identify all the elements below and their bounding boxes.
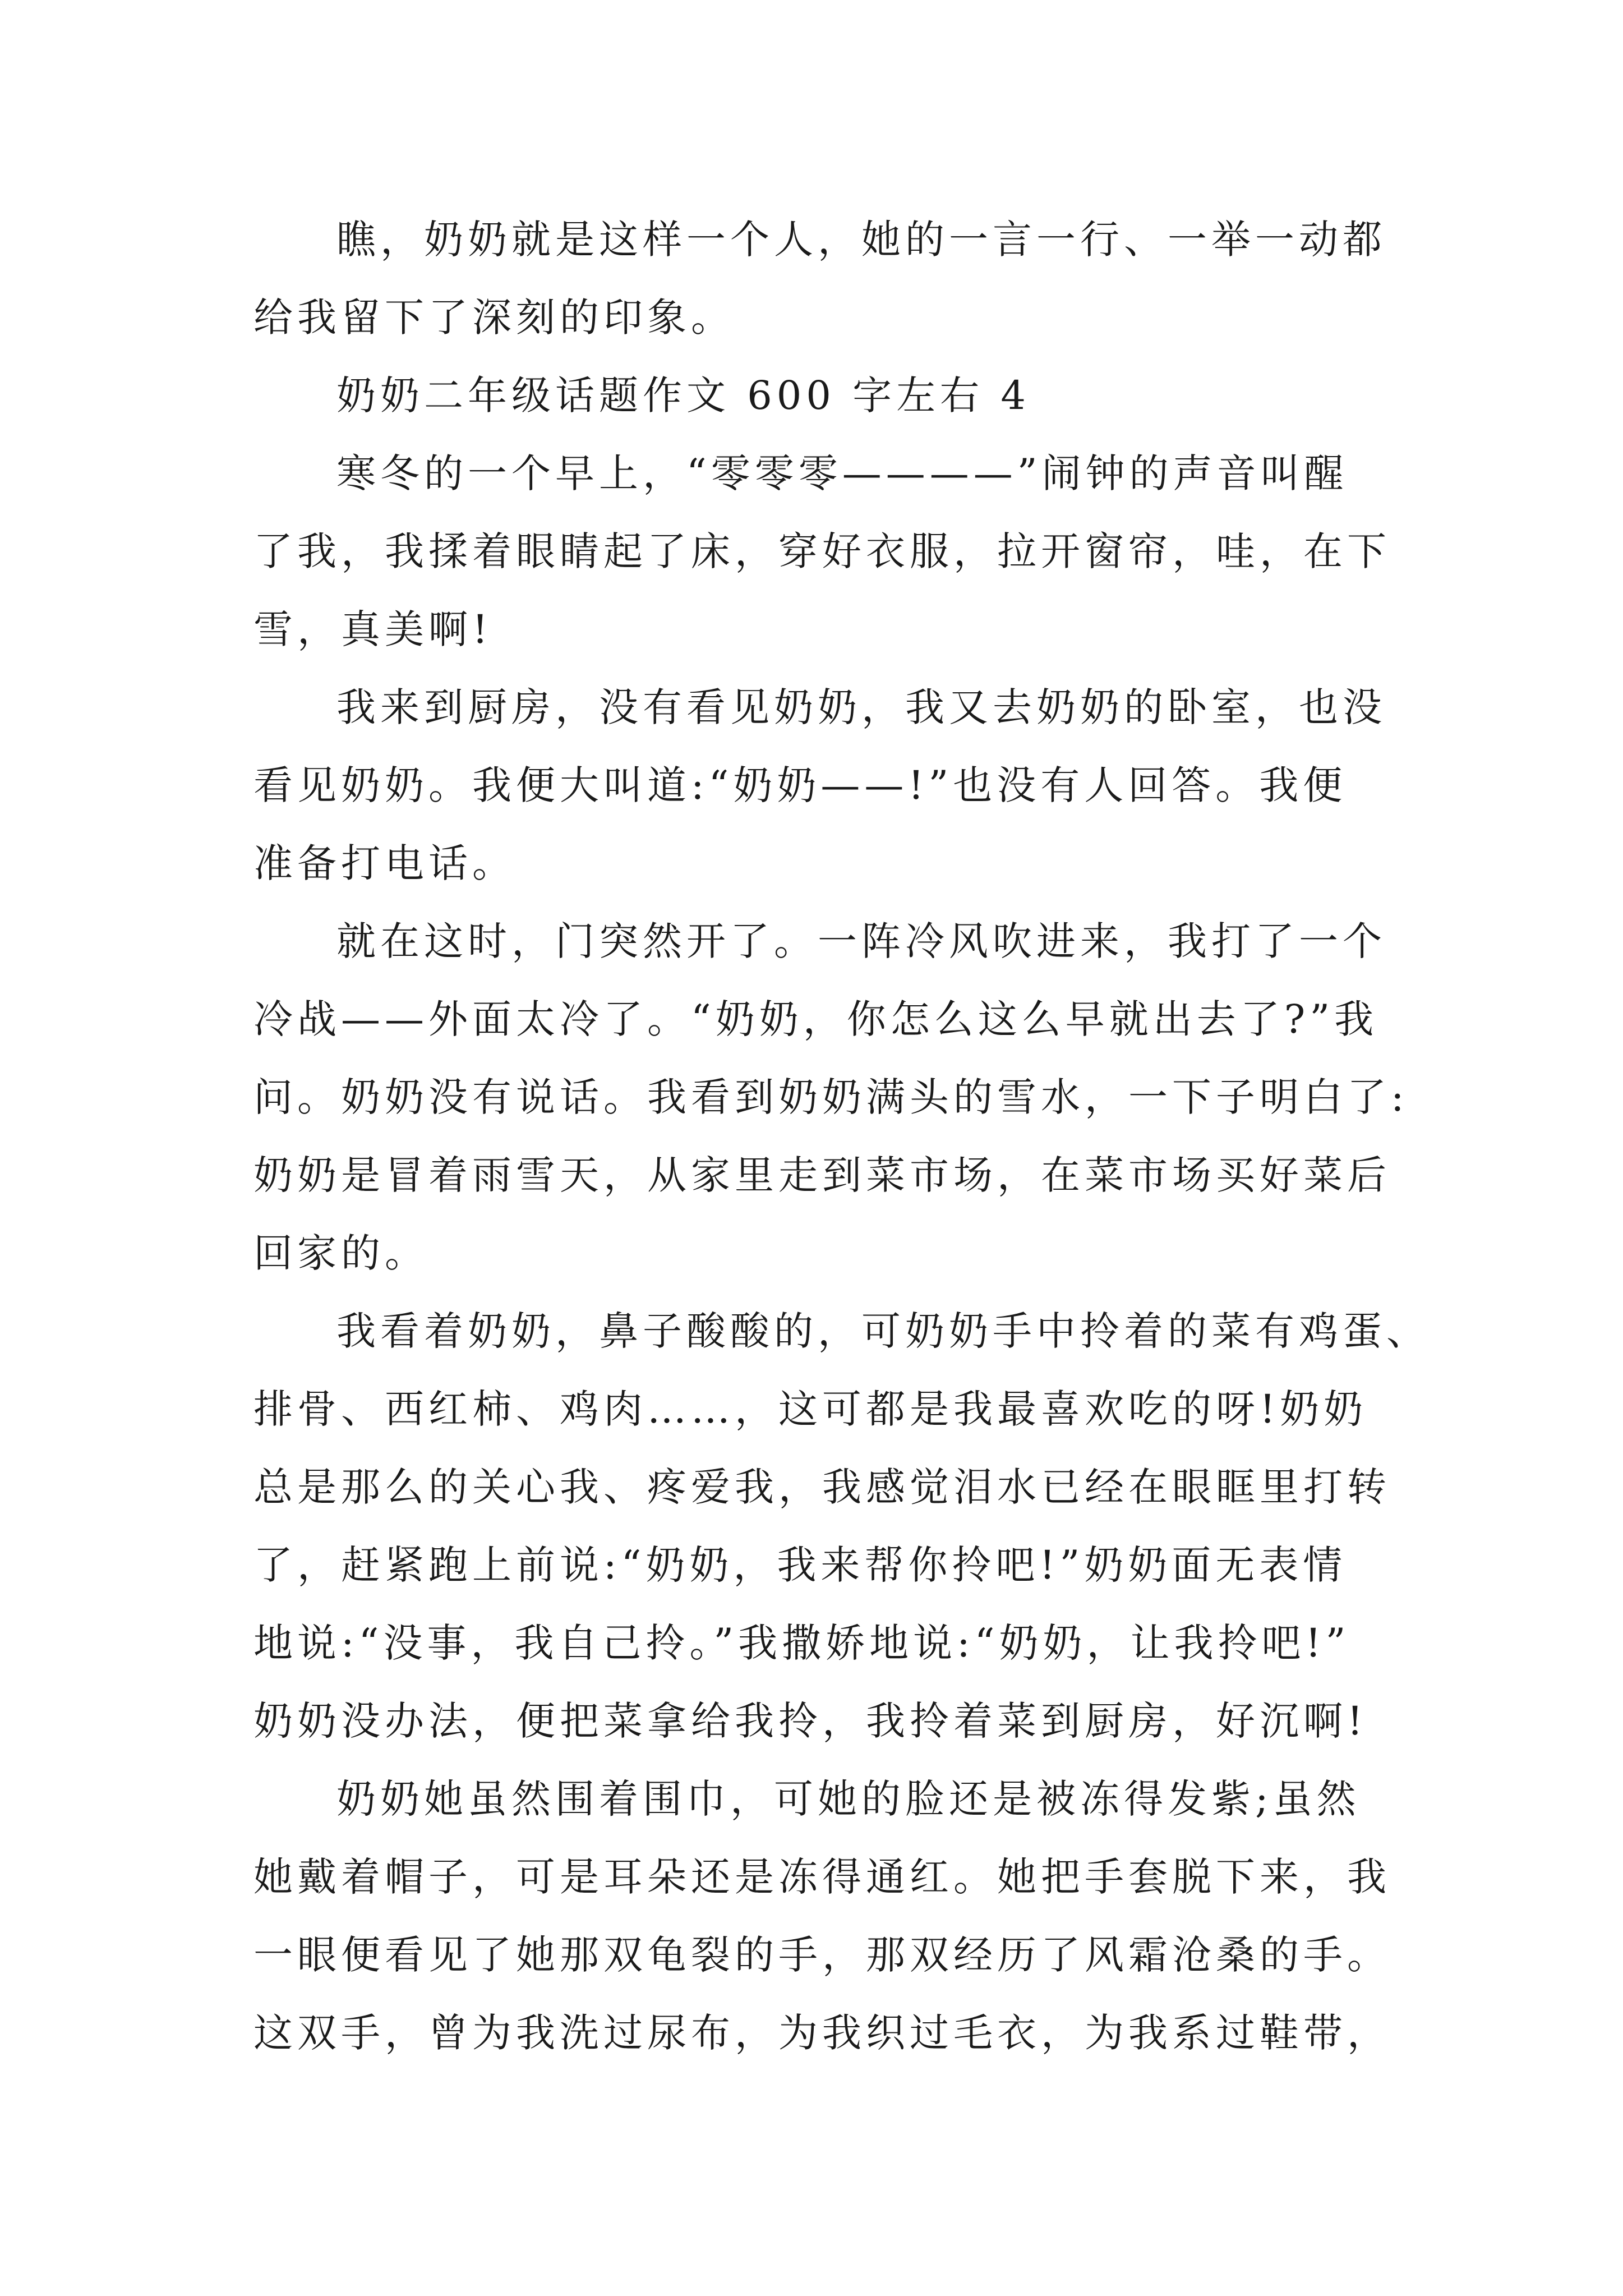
text-line: 奶奶没办法，便把菜拿给我拎，我拎着菜到厨房，好沉啊! xyxy=(253,1698,1368,1744)
text-line: 奶奶是冒着雨雪天，从家里走到菜市场，在菜市场买好菜后 xyxy=(253,1152,1391,1198)
text-line: 我来到厨房，没有看见奶奶，我又去奶奶的卧室，也没 xyxy=(336,684,1386,730)
text-line: 看见奶奶。我便大叫道:“奶奶——!”也没有人回答。我便 xyxy=(253,762,1347,808)
text-line: 问。奶奶没有说话。我看到奶奶满头的雪水，一下子明白了: xyxy=(253,1074,1409,1120)
text-line: 地说:“没事，我自己拎。”我撒娇地说:“奶奶，让我拎吧!” xyxy=(253,1620,1350,1666)
text-line: 瞧，奶奶就是这样一个人，她的一言一行、一举一动都 xyxy=(336,217,1386,263)
text-line: 了我，我揉着眼睛起了床，穿好衣服，拉开窗帘，哇，在下 xyxy=(253,528,1391,574)
text-line: 回家的。 xyxy=(253,1230,428,1276)
text-line: 准备打电话。 xyxy=(253,840,516,886)
text-line: 一眼便看见了她那双龟裂的手，那双经历了风霜沧桑的手。 xyxy=(253,1932,1391,1978)
text-line: 我看着奶奶，鼻子酸酸的，可奶奶手中拎着的菜有鸡蛋、 xyxy=(336,1308,1430,1354)
text-line: 她戴着帽子，可是耳朵还是冻得通红。她把手套脱下来，我 xyxy=(253,1854,1391,1900)
text-line: 雪，真美啊! xyxy=(253,606,493,652)
text-line: 排骨、西红柿、鸡肉……，这可都是我最喜欢吃的呀!奶奶 xyxy=(253,1386,1368,1432)
text-line: 寒冬的一个早上，“零零零————”闹钟的声音叫醒 xyxy=(336,450,1348,496)
section-title: 奶奶二年级话题作文 600 字左右 4 xyxy=(336,372,1030,418)
text-line: 就在这时，门突然开了。一阵冷风吹进来，我打了一个 xyxy=(336,918,1386,964)
text-line: 总是那么的关心我、疼爱我，我感觉泪水已经在眼眶里打转 xyxy=(253,1464,1391,1510)
text-line: 这双手，曾为我洗过尿布，为我织过毛衣，为我系过鞋带， xyxy=(253,2010,1391,2056)
text-line: 了，赶紧跑上前说:“奶奶，我来帮你拎吧!”奶奶面无表情 xyxy=(253,1542,1347,1588)
text-line: 冷战——外面太冷了。“奶奶，你怎么这么早就出去了?”我 xyxy=(253,996,1378,1042)
text-line: 奶奶她虽然围着围巾，可她的脸还是被冻得发紫;虽然 xyxy=(336,1776,1361,1822)
text-line: 给我留下了深刻的印象。 xyxy=(253,295,735,341)
